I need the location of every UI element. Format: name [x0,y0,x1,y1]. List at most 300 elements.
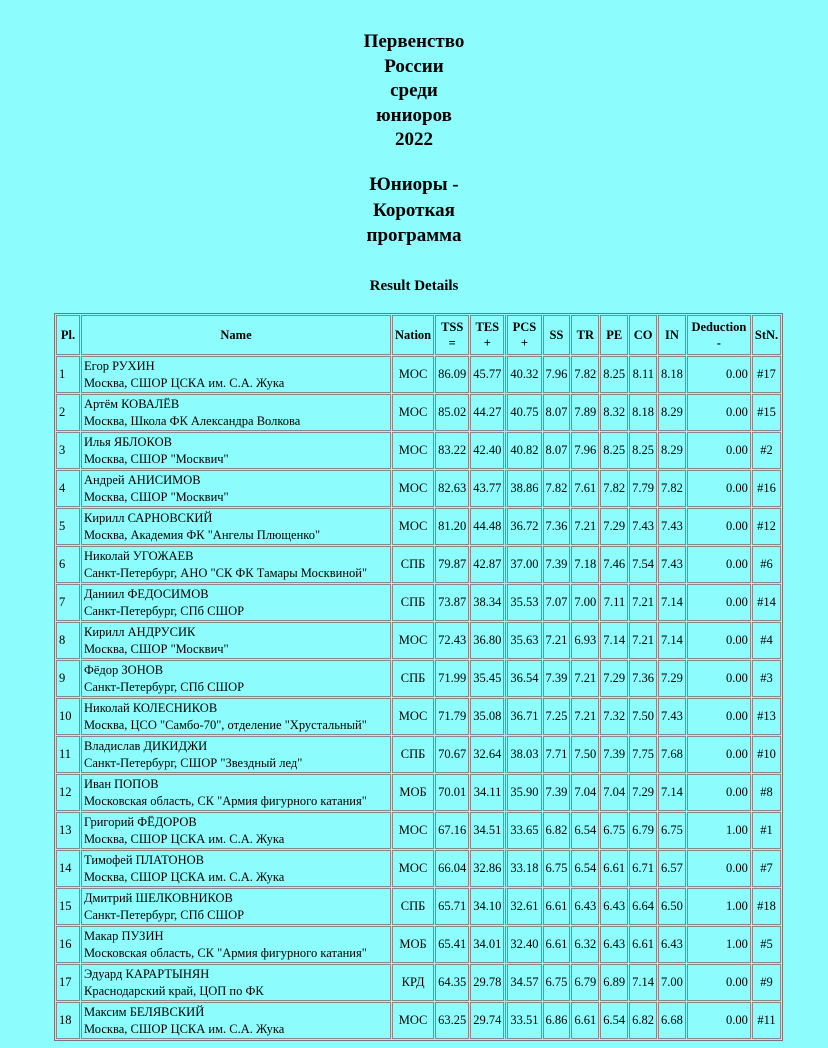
tss-cell: 70.67 [435,736,469,773]
deduction-cell: 0.00 [687,394,751,431]
ss-cell: 6.61 [543,888,571,925]
pcs-cell: 40.32 [505,356,541,393]
in-cell: 7.29 [658,660,686,697]
tss-cell: 71.99 [435,660,469,697]
skater-name: Дмитрий ШЕЛКОВНИКОВ [84,890,233,905]
in-cell: 8.18 [658,356,686,393]
co-cell: 7.21 [629,622,657,659]
nation-cell: МОС [392,698,434,735]
skater-cell [81,508,391,545]
ss-cell: 7.07 [543,584,571,621]
pcs-cell: 35.63 [505,622,541,659]
tss-cell: 73.87 [435,584,469,621]
nation-cell: МОС [392,470,434,507]
tes-cell: 42.87 [470,546,504,583]
tr-cell: 7.82 [571,356,599,393]
col-header-deduction-label: Deduction [691,320,747,334]
tes-cell: 34.10 [470,888,504,925]
co-cell: 7.50 [629,698,657,735]
in-cell: 6.68 [658,1002,686,1039]
table-row [56,812,781,849]
results-body [56,356,781,1039]
pe-cell: 7.29 [600,508,628,545]
table-row [56,622,781,659]
co-cell: 8.18 [629,394,657,431]
skater-cell [81,546,391,583]
pe-cell: 6.43 [600,888,628,925]
tr-cell: 7.61 [571,470,599,507]
tes-cell: 45.77 [470,356,504,393]
deduction-cell: 0.00 [687,850,751,887]
col-header-deduction [687,315,751,355]
pe-cell: 7.32 [600,698,628,735]
ss-cell: 7.25 [543,698,571,735]
placement-cell: 14 [56,850,80,887]
in-cell: 6.75 [658,812,686,849]
in-cell: 7.43 [658,546,686,583]
nation-cell: МОС [392,622,434,659]
placement-cell: 10 [56,698,80,735]
nation-cell: КРД [392,964,434,1001]
placement-cell: 1 [56,356,80,393]
ss-cell: 7.96 [543,356,571,393]
placement-cell: 13 [56,812,80,849]
nation-cell: СПБ [392,736,434,773]
event-title [0,30,828,153]
tr-cell: 6.43 [571,888,599,925]
pcs-cell: 36.54 [505,660,541,697]
co-cell: 7.14 [629,964,657,1001]
skater-club: Москва, СШОР "Москвич" [84,641,229,656]
skater-name: Андрей АНИСИМОВ [84,472,201,487]
col-header-tes [470,315,504,355]
placement-cell: 18 [56,1002,80,1039]
skater-name: Владислав ДИКИДЖИ [84,738,208,753]
deduction-cell: 0.00 [687,698,751,735]
table-row [56,508,781,545]
results-table [54,313,783,1041]
placement-cell: 12 [56,774,80,811]
tr-cell: 7.21 [571,660,599,697]
co-cell: 7.21 [629,584,657,621]
tss-cell: 72.43 [435,622,469,659]
pe-cell: 6.75 [600,812,628,849]
nation-cell: МОС [392,812,434,849]
deduction-cell: 1.00 [687,888,751,925]
in-cell: 8.29 [658,432,686,469]
tes-cell: 34.51 [470,812,504,849]
pcs-cell: 33.18 [505,850,541,887]
skater-cell [81,964,391,1001]
segment-title-line: Короткая [373,199,455,221]
placement-cell: 3 [56,432,80,469]
pe-cell: 8.32 [600,394,628,431]
skater-cell [81,698,391,735]
skater-cell [81,850,391,887]
skater-cell [81,394,391,431]
start-number-cell: #16 [752,470,781,507]
col-header-name: Name [81,315,391,355]
event-title-line: России [384,55,444,77]
pcs-cell: 40.75 [505,394,541,431]
col-header-pe: PE [600,315,628,355]
tr-cell: 7.89 [571,394,599,431]
nation-cell: МОС [392,356,434,393]
start-number-cell: #11 [752,1002,781,1039]
co-cell: 6.61 [629,926,657,963]
skater-name: Кирилл САРНОВСКИЙ [84,510,213,525]
in-cell: 7.14 [658,584,686,621]
pe-cell: 7.39 [600,736,628,773]
col-header-pcs [505,315,541,355]
start-number-cell: #18 [752,888,781,925]
tss-cell: 85.02 [435,394,469,431]
tss-cell: 66.04 [435,850,469,887]
tes-cell: 34.11 [470,774,504,811]
pcs-cell: 35.90 [505,774,541,811]
start-number-cell: #4 [752,622,781,659]
skater-name: Фёдор ЗОНОВ [84,662,164,677]
skater-name: Григорий ФЁДОРОВ [84,814,197,829]
placement-cell: 17 [56,964,80,1001]
tr-cell: 6.32 [571,926,599,963]
in-cell: 6.50 [658,888,686,925]
skater-name: Иван ПОПОВ [84,776,159,791]
pcs-cell: 38.86 [505,470,541,507]
co-cell: 8.11 [629,356,657,393]
ss-cell: 7.39 [543,660,571,697]
ss-cell: 6.86 [543,1002,571,1039]
in-cell: 7.43 [658,508,686,545]
placement-cell: 11 [56,736,80,773]
ss-cell: 7.36 [543,508,571,545]
tr-cell: 7.18 [571,546,599,583]
start-number-cell: #15 [752,394,781,431]
table-row [56,660,781,697]
col-header-tss-label: TSS [441,320,464,334]
deduction-cell: 0.00 [687,508,751,545]
placement-cell: 8 [56,622,80,659]
tes-cell: 29.78 [470,964,504,1001]
col-header-tss-symbol: = [448,336,456,350]
tes-cell: 36.80 [470,622,504,659]
tes-cell: 32.64 [470,736,504,773]
event-title-line: юниоров [376,104,452,126]
col-header-pcs-label: PCS [512,320,537,334]
skater-name: Кирилл АНДРУСИК [84,624,196,639]
skater-club: Санкт-Петербург, СШОР "Звездный лед" [84,755,303,770]
segment-title [0,172,828,249]
header-row [56,315,781,355]
tes-cell: 44.27 [470,394,504,431]
in-cell: 7.14 [658,622,686,659]
skater-club: Санкт-Петербург, АНО "СК ФК Тамары Москвиной" [84,565,368,580]
col-header-co: CO [629,315,657,355]
segment-title-line: программа [366,225,462,246]
skater-club: Москва, Школа ФК Александра Волкова [84,413,301,428]
skater-cell [81,774,391,811]
pe-cell: 7.82 [600,470,628,507]
tes-cell: 35.08 [470,698,504,735]
tr-cell: 6.54 [571,812,599,849]
pcs-cell: 40.82 [505,432,541,469]
start-number-cell: #10 [752,736,781,773]
skater-name: Тимофей ПЛАТОНОВ [84,852,204,867]
nation-cell: МОС [392,508,434,545]
pe-cell: 7.46 [600,546,628,583]
tss-cell: 86.09 [435,356,469,393]
tr-cell: 6.61 [571,1002,599,1039]
pcs-cell: 34.57 [505,964,541,1001]
placement-cell: 2 [56,394,80,431]
pcs-cell: 38.03 [505,736,541,773]
pcs-cell: 32.40 [505,926,541,963]
co-cell: 6.79 [629,812,657,849]
tss-cell: 63.25 [435,1002,469,1039]
deduction-cell: 0.00 [687,736,751,773]
ss-cell: 6.82 [543,812,571,849]
pe-cell: 7.11 [600,584,628,621]
col-header-deduction-symbol: - [716,336,721,350]
co-cell: 6.71 [629,850,657,887]
co-cell: 8.25 [629,432,657,469]
skater-club: Москва, СШОР ЦСКА им. С.А. Жука [84,1021,285,1036]
pe-cell: 6.61 [600,850,628,887]
placement-cell: 5 [56,508,80,545]
ss-cell: 7.39 [543,774,571,811]
deduction-cell: 0.00 [687,584,751,621]
placement-cell: 6 [56,546,80,583]
skater-name: Эдуард КАРАРТЫНЯН [84,966,210,981]
skater-club: Москва, СШОР "Москвич" [84,451,229,466]
tes-cell: 29.74 [470,1002,504,1039]
tes-cell: 42.40 [470,432,504,469]
ss-cell: 7.39 [543,546,571,583]
nation-cell: МОС [392,394,434,431]
start-number-cell: #14 [752,584,781,621]
nation-cell: МОБ [392,926,434,963]
tr-cell: 6.54 [571,850,599,887]
pcs-cell: 33.65 [505,812,541,849]
result-details-heading [0,278,828,295]
pcs-cell: 36.71 [505,698,541,735]
nation-cell: СПБ [392,584,434,621]
skater-cell [81,584,391,621]
start-number-cell: #1 [752,812,781,849]
skater-club: Московская область, СК "Армия фигурного катания" [84,793,367,808]
tr-cell: 7.04 [571,774,599,811]
co-cell: 7.75 [629,736,657,773]
deduction-cell: 0.00 [687,356,751,393]
pe-cell: 6.43 [600,926,628,963]
tss-cell: 79.87 [435,546,469,583]
skater-name: Артём КОВАЛЁВ [84,396,180,411]
table-row [56,698,781,735]
co-cell: 7.54 [629,546,657,583]
skater-name: Макар ПУЗИН [84,928,164,943]
start-number-cell: #5 [752,926,781,963]
pe-cell: 8.25 [600,432,628,469]
skater-club: Москва, СШОР ЦСКА им. С.А. Жука [84,375,285,390]
start-number-cell: #9 [752,964,781,1001]
deduction-cell: 0.00 [687,660,751,697]
col-header-tes-symbol: + [483,336,491,350]
in-cell: 6.43 [658,926,686,963]
tss-cell: 83.22 [435,432,469,469]
nation-cell: МОС [392,850,434,887]
in-cell: 7.14 [658,774,686,811]
skater-name: Николай УГОЖАЕВ [84,548,194,563]
tr-cell: 7.96 [571,432,599,469]
deduction-cell: 0.00 [687,432,751,469]
table-row [56,584,781,621]
in-cell: 7.82 [658,470,686,507]
skater-name: Илья ЯБЛОКОВ [84,434,172,449]
tss-cell: 71.79 [435,698,469,735]
start-number-cell: #12 [752,508,781,545]
in-cell: 7.00 [658,964,686,1001]
pcs-cell: 36.72 [505,508,541,545]
deduction-cell: 1.00 [687,926,751,963]
start-number-cell: #13 [752,698,781,735]
placement-cell: 7 [56,584,80,621]
skater-cell [81,432,391,469]
start-number-cell: #7 [752,850,781,887]
placement-cell: 4 [56,470,80,507]
co-cell: 6.64 [629,888,657,925]
tss-cell: 82.63 [435,470,469,507]
tss-cell: 70.01 [435,774,469,811]
skater-club: Москва, СШОР "Москвич" [84,489,229,504]
pe-cell: 8.25 [600,356,628,393]
start-number-cell: #2 [752,432,781,469]
tes-cell: 32.86 [470,850,504,887]
col-header-tes-label: TES [475,320,500,334]
table-row [56,736,781,773]
table-row [56,546,781,583]
tr-cell: 7.21 [571,698,599,735]
nation-cell: МОБ [392,774,434,811]
col-header-tss [435,315,469,355]
event-title-line: среди [390,80,438,101]
tes-cell: 34.01 [470,926,504,963]
co-cell: 6.82 [629,1002,657,1039]
ss-cell: 6.75 [543,964,571,1001]
event-title-line: Первенство [363,31,465,52]
tr-cell: 7.00 [571,584,599,621]
tes-cell: 35.45 [470,660,504,697]
co-cell: 7.29 [629,774,657,811]
placement-cell: 15 [56,888,80,925]
co-cell: 7.43 [629,508,657,545]
skater-club: Москва, СШОР ЦСКА им. С.А. Жука [84,831,285,846]
segment-title-line: Юниоры - [369,174,459,195]
start-number-cell: #3 [752,660,781,697]
tss-cell: 64.35 [435,964,469,1001]
pcs-cell: 35.53 [505,584,541,621]
deduction-cell: 1.00 [687,812,751,849]
placement-cell: 9 [56,660,80,697]
ss-cell: 8.07 [543,432,571,469]
in-cell: 7.43 [658,698,686,735]
start-number-cell: #8 [752,774,781,811]
nation-cell: СПБ [392,546,434,583]
nation-cell: СПБ [392,888,434,925]
table-row [56,356,781,393]
col-header-stn: StN. [752,315,781,355]
pcs-cell: 37.00 [505,546,541,583]
nation-cell: СПБ [392,660,434,697]
skater-cell [81,888,391,925]
ss-cell: 7.71 [543,736,571,773]
skater-club: Краснодарский край, ЦОП по ФК [84,983,264,998]
col-header-pl: Pl. [56,315,80,355]
nation-cell: МОС [392,1002,434,1039]
deduction-cell: 0.00 [687,964,751,1001]
tr-cell: 7.21 [571,508,599,545]
table-row [56,394,781,431]
result-details-label: Result Details [369,278,459,294]
placement-cell: 16 [56,926,80,963]
pe-cell: 7.14 [600,622,628,659]
skater-cell [81,736,391,773]
ss-cell: 6.75 [543,850,571,887]
deduction-cell: 0.00 [687,470,751,507]
col-header-in: IN [658,315,686,355]
table-row [56,1002,781,1039]
skater-club: Москва, ЦСО "Самбо-70", отделение "Хрустальный" [84,717,367,732]
tes-cell: 38.34 [470,584,504,621]
skater-club: Санкт-Петербург, СПб СШОР [84,907,245,922]
table-row [56,774,781,811]
skater-cell [81,470,391,507]
col-header-ss: SS [543,315,571,355]
ss-cell: 8.07 [543,394,571,431]
nation-cell: МОС [392,432,434,469]
start-number-cell: #6 [752,546,781,583]
col-header-nation: Nation [392,315,434,355]
pcs-cell: 32.61 [505,888,541,925]
pe-cell: 6.89 [600,964,628,1001]
pe-cell: 6.54 [600,1002,628,1039]
in-cell: 7.68 [658,736,686,773]
tes-cell: 43.77 [470,470,504,507]
skater-name: Даниил ФЕДОСИМОВ [84,586,209,601]
pe-cell: 7.29 [600,660,628,697]
table-row [56,926,781,963]
tes-cell: 44.48 [470,508,504,545]
skater-cell [81,812,391,849]
skater-cell [81,356,391,393]
deduction-cell: 0.00 [687,546,751,583]
table-row [56,964,781,1001]
deduction-cell: 0.00 [687,774,751,811]
tss-cell: 81.20 [435,508,469,545]
table-row [56,888,781,925]
pe-cell: 7.04 [600,774,628,811]
skater-cell [81,1002,391,1039]
table-row [56,470,781,507]
pcs-cell: 33.51 [505,1002,541,1039]
tr-cell: 6.93 [571,622,599,659]
deduction-cell: 0.00 [687,622,751,659]
tss-cell: 67.16 [435,812,469,849]
in-cell: 6.57 [658,850,686,887]
in-cell: 8.29 [658,394,686,431]
skater-club: Санкт-Петербург, СПб СШОР [84,679,245,694]
ss-cell: 6.61 [543,926,571,963]
tss-cell: 65.41 [435,926,469,963]
